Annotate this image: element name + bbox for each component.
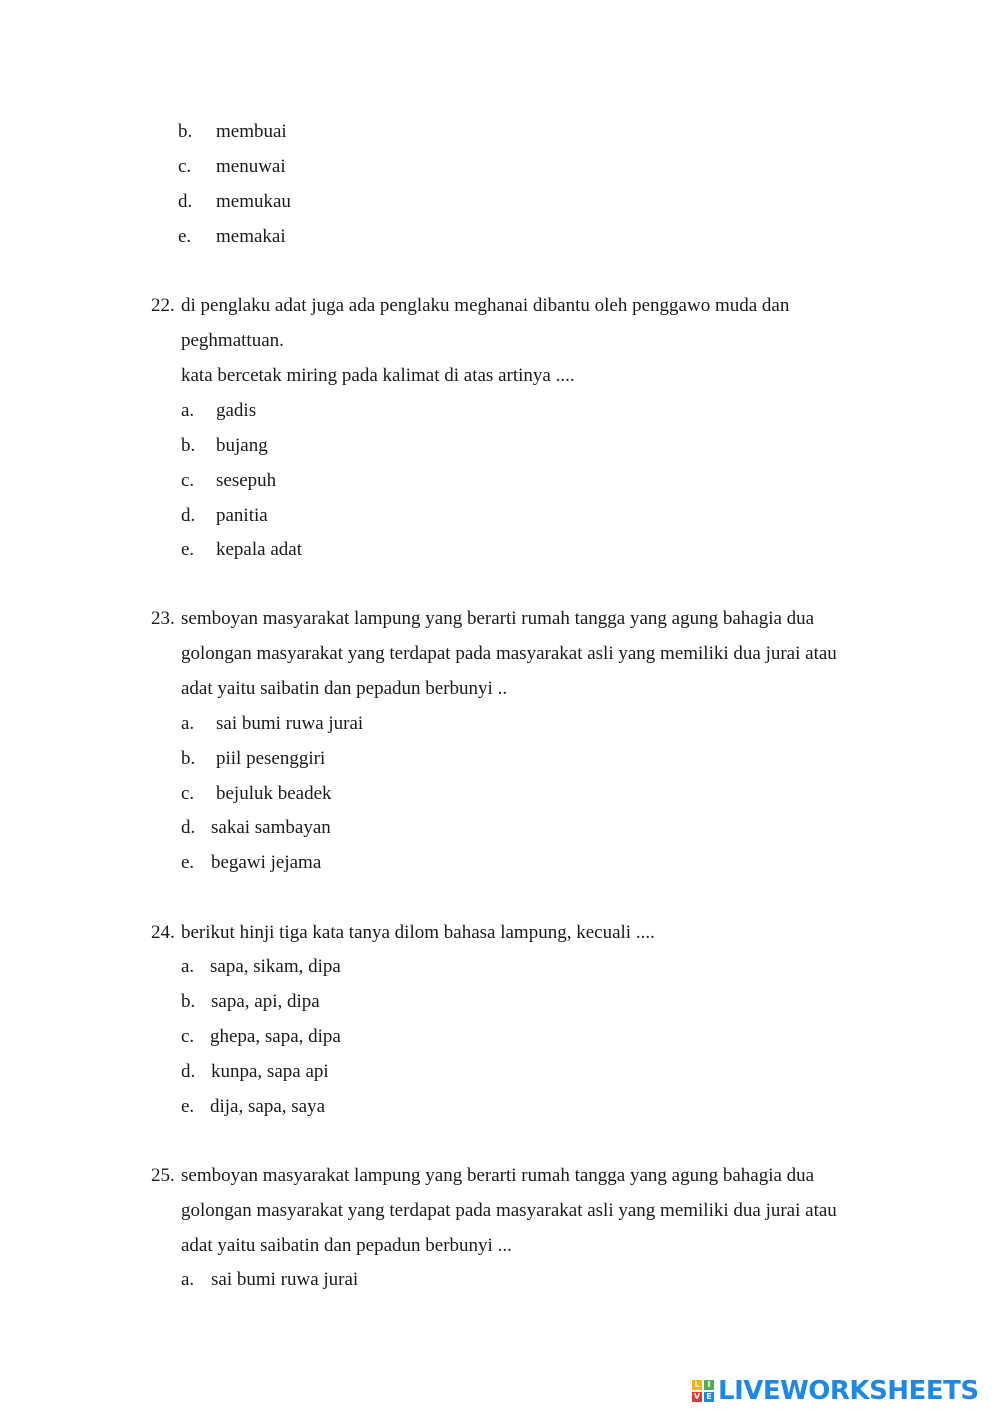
logo-block: L: [692, 1380, 702, 1390]
option-letter: a.: [181, 1269, 195, 1290]
question-text: berikut hinji tiga kata tanya dilom bahasa lampung, kecuali ....: [181, 922, 655, 943]
question-text: golongan masyarakat yang terdapat pada masyarakat asli yang memiliki dua jurai atau: [181, 1200, 837, 1221]
question-text: semboyan masyarakat lampung yang berarti rumah tangga yang agung bahagia dua: [181, 1165, 815, 1186]
logo-block: E: [704, 1392, 714, 1402]
option-letter: c.: [178, 156, 192, 177]
option-text: bujang: [216, 435, 268, 456]
option-letter: d.: [181, 1061, 196, 1082]
option-text: sai bumi ruwa jurai: [211, 1269, 359, 1290]
brand-text: LIVEWORKSHEETS: [718, 1376, 979, 1406]
option-text: gadis: [216, 400, 257, 421]
question-text: peghmattuan.: [181, 330, 284, 351]
option-letter: e.: [181, 852, 195, 873]
question-number: 23.: [151, 608, 175, 629]
option-text: dija, sapa, saya: [210, 1096, 326, 1117]
option-letter: e.: [181, 1096, 195, 1117]
logo-block: V: [693, 1392, 701, 1401]
option-text: panitia: [216, 505, 268, 526]
question-number: 25.: [151, 1165, 175, 1186]
option-letter: e.: [181, 539, 195, 560]
option-letter: b.: [181, 748, 196, 769]
liveworksheets-logo: [692, 1374, 979, 1408]
option-letter: b.: [181, 435, 196, 456]
question-number: 24.: [151, 922, 175, 943]
logo-block: I: [704, 1380, 714, 1390]
question-text: kata bercetak miring pada kalimat di atas artinya ....: [181, 365, 575, 386]
option-text: membuai: [216, 121, 287, 142]
option-text: sakai sambayan: [211, 817, 331, 838]
option-text: sesepuh: [216, 470, 277, 491]
question-text: adat yaitu saibatin dan pepadun berbunyi ..: [181, 678, 508, 699]
option-letter: c.: [181, 470, 195, 491]
option-letter: e.: [178, 226, 192, 247]
option-letter: c.: [181, 783, 195, 804]
question-number: 22.: [151, 295, 175, 316]
option-text: bejuluk beadek: [216, 783, 332, 804]
option-letter: a.: [181, 713, 195, 734]
option-text: sapa, sikam, dipa: [210, 956, 341, 977]
option-letter: c.: [181, 1026, 195, 1047]
option-text: begawi jejama: [211, 852, 322, 873]
option-letter: d.: [181, 817, 196, 838]
option-text: kunpa, sapa api: [211, 1061, 329, 1082]
option-letter: a.: [181, 956, 195, 977]
option-letter: b.: [181, 991, 196, 1012]
option-letter: d.: [178, 191, 193, 212]
option-text: memukau: [216, 191, 291, 212]
option-text: piil pesenggiri: [216, 748, 326, 769]
option-letter: d.: [181, 505, 196, 526]
logo-blocks-icon: [692, 1380, 714, 1402]
question-text: semboyan masyarakat lampung yang berarti rumah tangga yang agung bahagia dua: [181, 608, 815, 629]
option-text: sai bumi ruwa jurai: [216, 713, 364, 734]
question-text: adat yaitu saibatin dan pepadun berbunyi ...: [181, 1235, 512, 1256]
option-letter: b.: [178, 121, 193, 142]
option-text: ghepa, sapa, dipa: [210, 1026, 341, 1047]
option-text: kepala adat: [216, 539, 302, 560]
option-text: sapa, api, dipa: [211, 991, 320, 1012]
question-text: golongan masyarakat yang terdapat pada masyarakat asli yang memiliki dua jurai atau: [181, 643, 837, 664]
option-letter: a.: [181, 400, 195, 421]
question-text: di penglaku adat juga ada penglaku meghanai dibantu oleh penggawo muda dan: [181, 295, 790, 316]
option-text: menuwai: [216, 156, 286, 177]
option-text: memakai: [216, 226, 286, 247]
